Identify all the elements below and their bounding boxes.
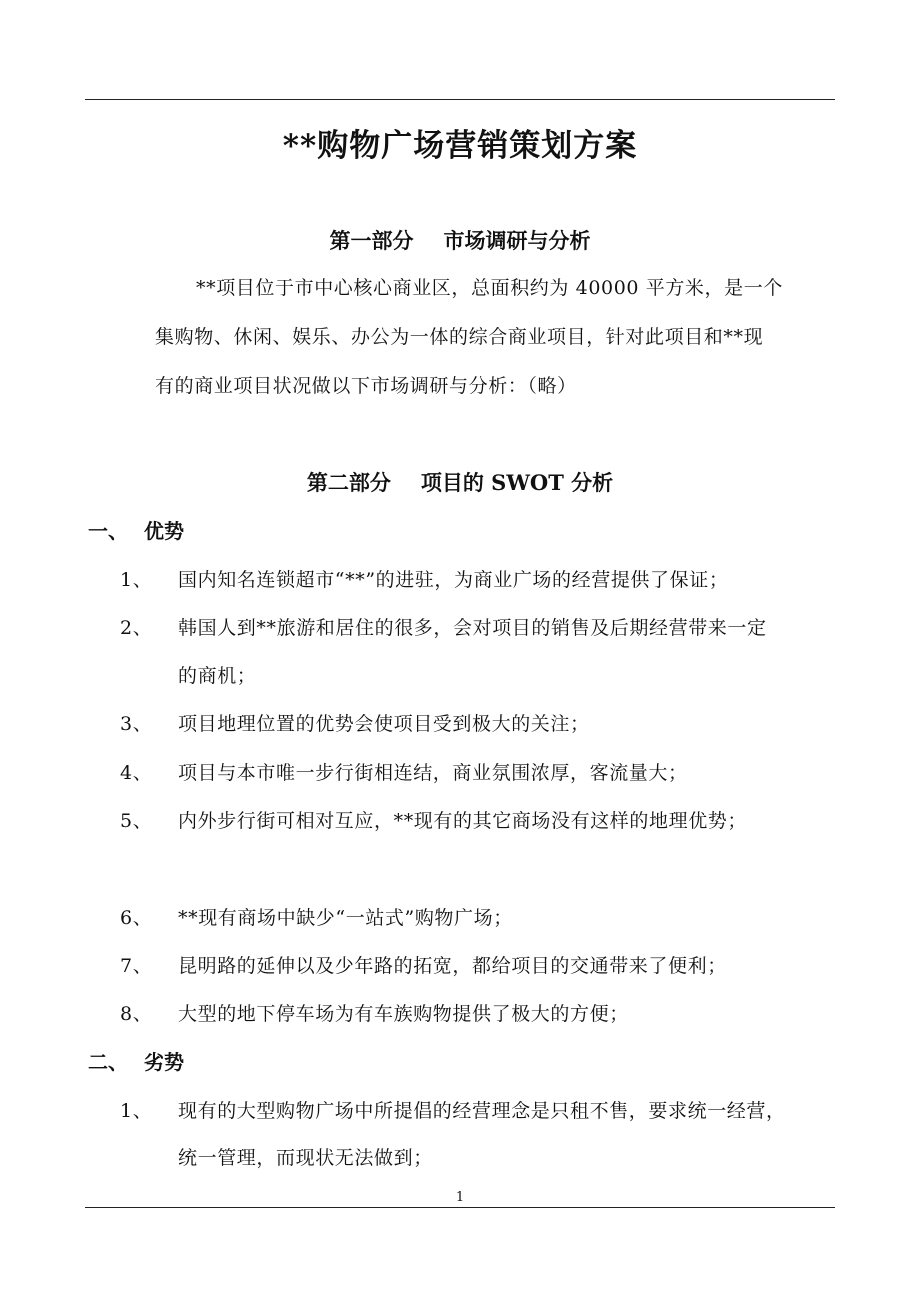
- item-number: 1、: [120, 1100, 153, 1122]
- footer-rule: [85, 1207, 835, 1208]
- item-number: 2、: [120, 617, 153, 639]
- part2-heading-label: 第二部分: [306, 470, 391, 495]
- strengths-heading: [88, 515, 184, 544]
- part1-heading-title: 市场调研与分析: [443, 228, 591, 253]
- item-text: **现有商场中缺少“一站式”购物广场；: [178, 907, 513, 929]
- item-text: 现有的大型购物广场中所提倡的经营理念是只租不售，要求统一经营，: [178, 1100, 786, 1122]
- item-text: 昆明路的延伸以及少年路的拓宽，都给项目的交通带来了便利；: [178, 955, 727, 977]
- item-text: 的商机；: [178, 665, 257, 687]
- item-text: 统一管理，而现状无法做到；: [178, 1147, 433, 1169]
- part1-paragraph-line-3: 有的商业项目状况做以下市场调研与分析：（略）: [155, 375, 577, 397]
- strengths-label: 一、: [88, 519, 128, 543]
- page-number: 1: [455, 1190, 465, 1205]
- item-number: 4、: [120, 762, 153, 784]
- item-number: 7、: [120, 955, 153, 977]
- part2-heading: [0, 467, 920, 497]
- item-number: 8、: [120, 1003, 153, 1025]
- strengths-title: 优势: [144, 519, 184, 543]
- item-text: 内外步行街可相对互应，**现有的其它商场没有这样的地理优势；: [178, 810, 748, 832]
- item-text: 韩国人到**旅游和居住的很多，会对项目的销售及后期经营带来一定: [178, 617, 767, 639]
- document-title: **购物广场营销策划方案: [282, 128, 638, 164]
- item-text: 国内知名连锁超市“**”的进驻，为商业广场的经营提供了保证；: [178, 569, 729, 591]
- item-number: 3、: [120, 713, 153, 735]
- item-text: 大型的地下停车场为有车族购物提供了极大的方便；: [178, 1003, 629, 1025]
- part1-paragraph-line-2: 集购物、休闲、娱乐、办公为一体的综合商业项目，针对此项目和**现: [155, 326, 764, 348]
- weaknesses-heading: [88, 1046, 184, 1075]
- item-number: 6、: [120, 907, 153, 929]
- part2-heading-title: 项目的 SWOT 分析: [420, 470, 614, 495]
- weaknesses-title: 劣势: [144, 1050, 184, 1074]
- part1-paragraph-line-1: **项目位于市中心核心商业区，总面积约为 40000 平方米，是一个: [196, 277, 783, 299]
- item-text: 项目地理位置的优势会使项目受到极大的关注；: [178, 713, 590, 735]
- item-number: 5、: [120, 810, 153, 832]
- header-rule: [85, 99, 835, 100]
- item-number: 1、: [120, 569, 153, 591]
- item-text: 项目与本市唯一步行街相连结，商业氛围浓厚，客流量大；: [178, 762, 688, 784]
- weaknesses-label: 二、: [88, 1050, 128, 1074]
- part1-heading: [0, 225, 920, 255]
- part1-heading-label: 第一部分: [329, 228, 414, 253]
